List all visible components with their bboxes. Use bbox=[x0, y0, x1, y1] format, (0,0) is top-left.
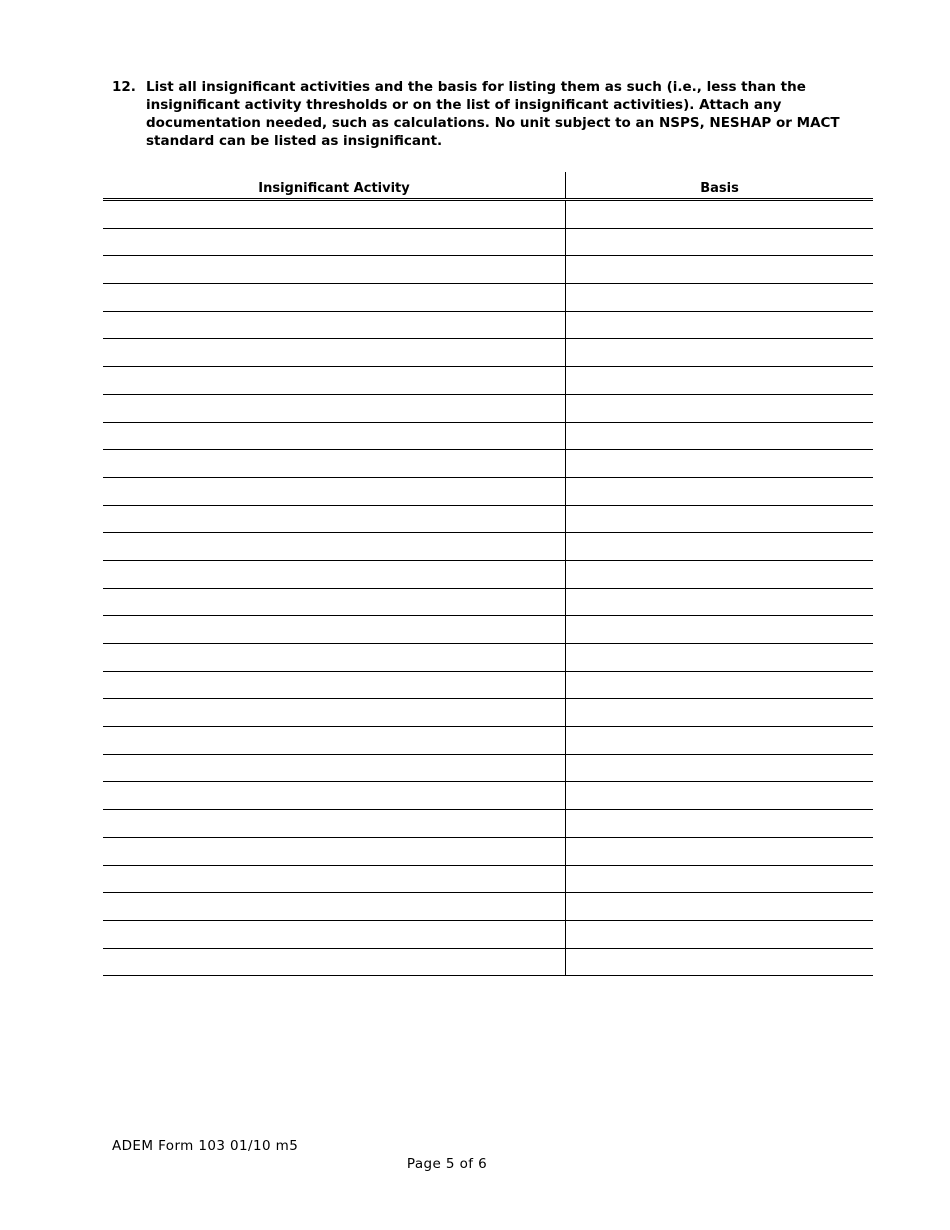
basis-cell[interactable] bbox=[565, 727, 874, 754]
table-row bbox=[103, 284, 873, 312]
basis-cell[interactable] bbox=[565, 866, 874, 893]
activity-cell[interactable] bbox=[103, 229, 565, 256]
header-insignificant-activity: Insignificant Activity bbox=[258, 181, 410, 196]
basis-cell[interactable] bbox=[565, 561, 874, 588]
activity-cell[interactable] bbox=[103, 644, 565, 671]
table-row bbox=[103, 644, 873, 672]
activity-cell[interactable] bbox=[103, 561, 565, 588]
table-row bbox=[103, 201, 873, 229]
basis-cell[interactable] bbox=[565, 644, 874, 671]
activity-cell[interactable] bbox=[103, 893, 565, 920]
table-row bbox=[103, 367, 873, 395]
table-row bbox=[103, 423, 873, 451]
basis-cell[interactable] bbox=[565, 893, 874, 920]
header-basis: Basis bbox=[565, 172, 873, 198]
activity-cell[interactable] bbox=[103, 755, 565, 782]
activity-cell[interactable] bbox=[103, 312, 565, 339]
basis-cell[interactable] bbox=[565, 949, 874, 976]
table-row bbox=[103, 866, 873, 894]
basis-cell[interactable] bbox=[565, 506, 874, 533]
basis-cell[interactable] bbox=[565, 284, 874, 311]
activity-cell[interactable] bbox=[103, 367, 565, 394]
table-row bbox=[103, 727, 873, 755]
basis-cell[interactable] bbox=[565, 478, 874, 505]
basis-cell[interactable] bbox=[565, 312, 874, 339]
activity-cell[interactable] bbox=[103, 616, 565, 643]
activity-cell[interactable] bbox=[103, 838, 565, 865]
table-row bbox=[103, 755, 873, 783]
question-12 bbox=[112, 78, 872, 150]
basis-cell[interactable] bbox=[565, 838, 874, 865]
basis-cell[interactable] bbox=[565, 699, 874, 726]
table-row bbox=[103, 478, 873, 506]
basis-cell[interactable] bbox=[565, 672, 874, 699]
activity-cell[interactable] bbox=[103, 949, 565, 976]
table-header bbox=[103, 172, 873, 201]
activity-cell[interactable] bbox=[103, 201, 565, 228]
question-text: List all insignificant activities and the basis for listing them as such (i.e., less than the insignificant activity thresholds or on the list of insignificant activities). Attach any documentation needed, such as calculations. No unit subject to an NSPS, NESHAP or MACT standard can be listed as insignificant. bbox=[146, 79, 840, 149]
basis-cell[interactable] bbox=[565, 395, 874, 422]
table-body bbox=[103, 201, 873, 976]
basis-cell[interactable] bbox=[565, 256, 874, 283]
page-number: Page 5 of 6 bbox=[406, 1156, 488, 1172]
table-row bbox=[103, 672, 873, 700]
table-row bbox=[103, 229, 873, 257]
table-row bbox=[103, 312, 873, 340]
basis-cell[interactable] bbox=[565, 201, 874, 228]
table-row bbox=[103, 506, 873, 534]
form-identifier: ADEM Form 103 01/10 m5 bbox=[112, 1138, 299, 1154]
basis-cell[interactable] bbox=[565, 921, 874, 948]
table-row bbox=[103, 616, 873, 644]
basis-cell[interactable] bbox=[565, 533, 874, 560]
table-row bbox=[103, 589, 873, 617]
basis-cell[interactable] bbox=[565, 589, 874, 616]
table-row bbox=[103, 810, 873, 838]
activity-cell[interactable] bbox=[103, 699, 565, 726]
table-row bbox=[103, 699, 873, 727]
activity-cell[interactable] bbox=[103, 782, 565, 809]
activity-cell[interactable] bbox=[103, 533, 565, 560]
basis-cell[interactable] bbox=[565, 782, 874, 809]
table-row bbox=[103, 395, 873, 423]
table-row bbox=[103, 561, 873, 589]
basis-cell[interactable] bbox=[565, 339, 874, 366]
activity-cell[interactable] bbox=[103, 506, 565, 533]
table-row bbox=[103, 921, 873, 949]
basis-cell[interactable] bbox=[565, 755, 874, 782]
basis-cell[interactable] bbox=[565, 367, 874, 394]
activity-cell[interactable] bbox=[103, 423, 565, 450]
table-row bbox=[103, 838, 873, 866]
table-row bbox=[103, 450, 873, 478]
activity-cell[interactable] bbox=[103, 921, 565, 948]
activity-cell[interactable] bbox=[103, 589, 565, 616]
table-row bbox=[103, 533, 873, 561]
activity-cell[interactable] bbox=[103, 672, 565, 699]
basis-cell[interactable] bbox=[565, 810, 874, 837]
activity-cell[interactable] bbox=[103, 478, 565, 505]
question-number: 12. bbox=[112, 79, 136, 95]
activity-cell[interactable] bbox=[103, 727, 565, 754]
activity-cell[interactable] bbox=[103, 339, 565, 366]
activity-cell[interactable] bbox=[103, 810, 565, 837]
activity-cell[interactable] bbox=[103, 395, 565, 422]
basis-cell[interactable] bbox=[565, 616, 874, 643]
activity-cell[interactable] bbox=[103, 866, 565, 893]
table-row bbox=[103, 256, 873, 284]
table-row bbox=[103, 339, 873, 367]
activity-cell[interactable] bbox=[103, 256, 565, 283]
basis-cell[interactable] bbox=[565, 423, 874, 450]
activity-cell[interactable] bbox=[103, 450, 565, 477]
table-row bbox=[103, 782, 873, 810]
basis-cell[interactable] bbox=[565, 229, 874, 256]
activity-cell[interactable] bbox=[103, 284, 565, 311]
table-row bbox=[103, 893, 873, 921]
table-row bbox=[103, 949, 873, 977]
insignificant-activities-table bbox=[103, 172, 873, 976]
basis-cell[interactable] bbox=[565, 450, 874, 477]
